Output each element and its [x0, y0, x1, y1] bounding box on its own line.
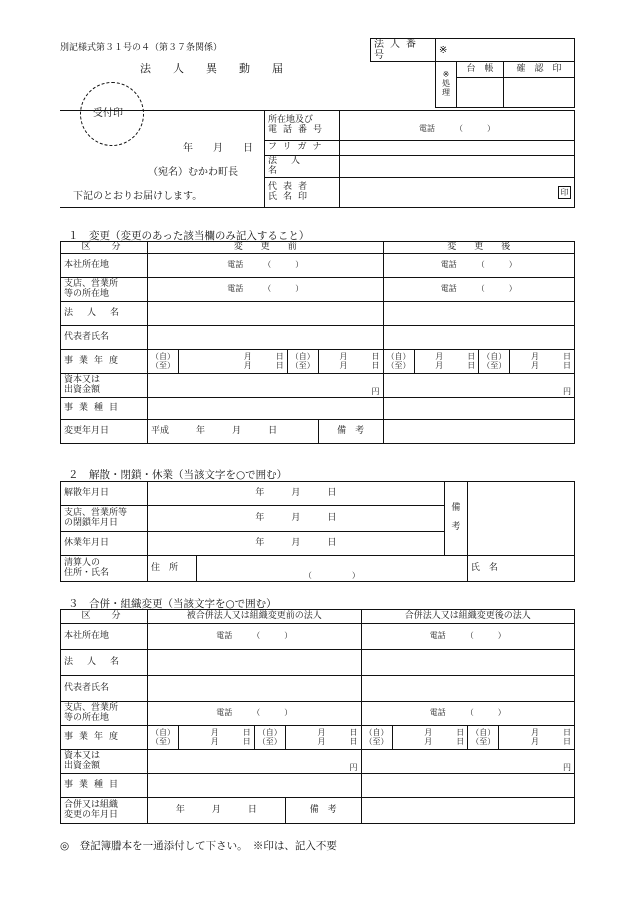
- reception-stamp-label: 受付印: [93, 108, 123, 119]
- furigana-label: フリガナ: [265, 141, 340, 156]
- s2-address-field[interactable]: （ ）: [197, 556, 468, 582]
- s3-row-head-office: 本社所在地: [61, 624, 148, 650]
- footer-note: ◎ 登記簿謄本を一通添付して下さい。 ※印は、記入不要: [60, 840, 337, 852]
- s2-row-closure: 支店、営業所等 の閉鎖年月日: [61, 506, 148, 532]
- s1-head-office-after[interactable]: 電話 （ ）: [383, 254, 574, 278]
- s3-branch-before[interactable]: 電話 （ ）: [148, 702, 362, 726]
- section2-table: [60, 481, 575, 582]
- s3-col-before: 被合併法人又は組織変更前の法人: [148, 610, 362, 624]
- rep-field[interactable]: [340, 178, 575, 208]
- address-label: 所在地及び 電話番号: [265, 111, 340, 141]
- s1-col-after: 変 更 後: [383, 242, 574, 254]
- s3-row-capital: 資本又は 出資金額: [61, 750, 148, 774]
- s3-row-business: 事業種目: [61, 774, 148, 798]
- ledger-field[interactable]: [457, 78, 504, 108]
- s1-row-corp-name: 法人名: [61, 302, 148, 326]
- s2-row-liquidator: 清算人の 住所・氏名: [61, 556, 148, 582]
- s3-fy-before-to[interactable]: 月 日 月 日: [285, 726, 361, 750]
- s3-row-merger-date: 合併又は組織 変更の年月日: [61, 798, 148, 824]
- corp-name-field[interactable]: [340, 156, 575, 178]
- form-title: 法人異動届: [140, 62, 305, 75]
- s1-fy-label-2: （自） （至）: [287, 350, 318, 374]
- s1-fy-label-1: （自） （至）: [148, 350, 179, 374]
- section2-heading: ２ 解散・閉鎖・休業（当該文字を○で囲む）: [68, 469, 288, 481]
- s3-fy-label-2: （自） （至）: [254, 726, 285, 750]
- s2-closure-date[interactable]: 年 月 日: [148, 506, 445, 532]
- s3-row-fiscal-year: 事業年度: [61, 726, 148, 750]
- s3-corp-name-after[interactable]: [361, 650, 575, 676]
- s3-head-office-after[interactable]: 電話 （ ）: [361, 624, 575, 650]
- s2-address-label: 住 所: [148, 556, 197, 582]
- address-field[interactable]: 電話 （ ）: [340, 111, 575, 141]
- s2-remarks-label: 備 考: [444, 482, 467, 556]
- s1-branch-after[interactable]: 電話 （ ）: [383, 278, 574, 302]
- section1-heading: １ 変更（変更のあった該当欄のみ記入すること）: [68, 230, 310, 242]
- furigana-field[interactable]: [340, 141, 575, 156]
- process-label: ※ 処理: [436, 62, 457, 108]
- s3-fy-after-to[interactable]: 月 日 月 日: [499, 726, 575, 750]
- s3-branch-after[interactable]: 電話 （ ）: [361, 702, 575, 726]
- s1-fy-after-from[interactable]: 月 日 月 日: [414, 350, 479, 374]
- s1-change-date-field[interactable]: 平成 年 月 日: [148, 420, 319, 444]
- s1-col-category: 区 分: [61, 242, 148, 254]
- corp-name-label: 法人名: [265, 156, 340, 178]
- s2-dissolution-date[interactable]: 年 月 日: [148, 482, 445, 506]
- seal-mark: 印: [558, 186, 571, 199]
- s3-capital-after[interactable]: 円: [361, 750, 575, 774]
- applicant-left: [60, 111, 265, 208]
- section1-table: [60, 241, 575, 444]
- s3-rep-name-before[interactable]: [148, 676, 362, 702]
- s3-row-corp-name: 法人名: [61, 650, 148, 676]
- s2-remarks-field[interactable]: [467, 482, 574, 556]
- s1-corp-name-after[interactable]: [383, 302, 574, 326]
- s3-fy-after-from[interactable]: 月 日 月 日: [392, 726, 468, 750]
- s3-fy-label-4: （自） （至）: [468, 726, 499, 750]
- s1-branch-before[interactable]: 電話 （ ）: [148, 278, 384, 302]
- s2-row-dissolution: 解散年月日: [61, 482, 148, 506]
- section3-heading: ３ 合併・組織変更（当該文字を○で囲む）: [68, 598, 277, 610]
- s1-remarks-label: 備 考: [318, 420, 383, 444]
- s1-head-office-before[interactable]: 電話 （ ）: [148, 254, 384, 278]
- asterisk-mark: ※: [439, 44, 448, 56]
- s1-capital-after[interactable]: 円: [383, 374, 574, 398]
- s2-row-suspension: 休業年月日: [61, 532, 148, 556]
- s1-row-head-office: 本社所在地: [61, 254, 148, 278]
- s3-remarks-label: 備 考: [285, 798, 361, 824]
- s1-row-rep-name: 代表者氏名: [61, 326, 148, 350]
- section3-table: [60, 609, 575, 824]
- s1-row-branch: 支店、営業所 等の所在地: [61, 278, 148, 302]
- s3-business-before[interactable]: [148, 774, 362, 798]
- office-use-box: [370, 38, 575, 108]
- s3-capital-before[interactable]: 円: [148, 750, 362, 774]
- s1-row-capital: 資本又は 出資金額: [61, 374, 148, 398]
- s3-fy-before-from[interactable]: 月 日 月 日: [179, 726, 255, 750]
- s3-fy-label-3: （自） （至）: [361, 726, 392, 750]
- s1-fy-before-to[interactable]: 月 日 月 日: [318, 350, 383, 374]
- applicant-table: [60, 110, 575, 208]
- s3-head-office-before[interactable]: 電話 （ ）: [148, 624, 362, 650]
- corp-number-field[interactable]: [436, 39, 575, 62]
- rep-label: 代表者 氏名印: [265, 178, 340, 208]
- s3-merger-date-field[interactable]: 年 月 日: [148, 798, 286, 824]
- s1-fy-after-to[interactable]: 月 日 月 日: [510, 350, 575, 374]
- s1-rep-name-after[interactable]: [383, 326, 574, 350]
- s1-business-after[interactable]: [383, 398, 574, 420]
- s3-business-after[interactable]: [361, 774, 575, 798]
- s1-rep-name-before[interactable]: [148, 326, 384, 350]
- ledger-label: 台 帳: [457, 62, 504, 78]
- s3-row-branch: 支店、営業所 等の所在地: [61, 702, 148, 726]
- s1-capital-before[interactable]: 円: [148, 374, 384, 398]
- s3-row-rep-name: 代表者氏名: [61, 676, 148, 702]
- s3-col-after: 合併法人又は組織変更後の法人: [361, 610, 575, 624]
- notice-text: 下記のとおりお届けします。: [73, 191, 203, 202]
- s1-fy-label-3: （自） （至）: [383, 350, 414, 374]
- s2-suspension-date[interactable]: 年 月 日: [148, 532, 445, 556]
- s3-rep-name-after[interactable]: [361, 676, 575, 702]
- s1-business-before[interactable]: [148, 398, 384, 420]
- s3-fy-label-1: （自） （至）: [148, 726, 179, 750]
- s1-row-business: 事業種目: [61, 398, 148, 420]
- s1-col-before: 変 更 前: [148, 242, 384, 254]
- s1-remarks-field[interactable]: [383, 420, 574, 444]
- s3-remarks-field[interactable]: [361, 798, 575, 824]
- s3-corp-name-before[interactable]: [148, 650, 362, 676]
- confirm-field[interactable]: [504, 78, 575, 108]
- addressee: （宛名）むかわ町長: [148, 167, 238, 178]
- s1-fy-before-from[interactable]: 月 日 月 日: [179, 350, 288, 374]
- s1-corp-name-before[interactable]: [148, 302, 384, 326]
- s1-fy-label-4: （自） （至）: [479, 350, 510, 374]
- s1-row-fiscal-year: 事業年度: [61, 350, 148, 374]
- s1-row-change-date: 変更年月日: [61, 420, 148, 444]
- application-date[interactable]: 年 月 日: [183, 143, 253, 154]
- form-reference: 別記様式第３１号の４（第３７条関係）: [60, 43, 223, 53]
- s2-name-cell[interactable]: 氏 名: [467, 556, 574, 582]
- confirm-label: 確 認 印: [504, 62, 575, 78]
- corp-number-label: 法人番号: [371, 39, 436, 62]
- s3-col-category: 区 分: [61, 610, 148, 624]
